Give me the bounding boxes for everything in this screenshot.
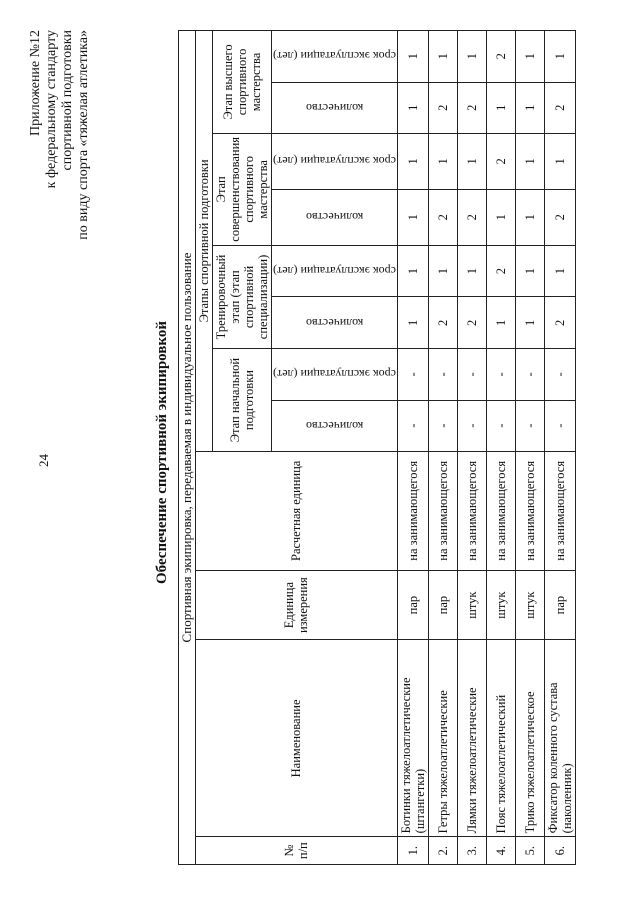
row-no: 2. [428,837,457,865]
row-value: 1 [515,189,544,245]
row-value: 2 [457,82,486,133]
row-value: 1 [397,245,428,297]
header-term-label: срок эксплуатации (лет) [273,367,396,382]
row-unit: штук [515,570,544,640]
header-stage-highest: Этап высшего спортивного мастерства [213,31,272,134]
header-qty-label: количество [305,315,364,330]
table-row [486,31,515,865]
row-value: - [515,400,544,451]
header-no: № п/п [196,837,398,865]
row-unit: штук [457,570,486,640]
header-calc-unit: Расчетная единица [196,451,398,570]
table-row [515,31,544,865]
row-value: - [544,400,575,451]
appendix-line: по виду спорта «тяжелая атлетика» [76,30,91,240]
row-unit: пар [428,570,457,640]
row-value: 1 [515,133,544,189]
row-value: 2 [544,82,575,133]
header-stages: Этапы спортивной подготовки [196,31,213,452]
row-value: 2 [544,297,575,349]
row-value: - [397,349,428,400]
row-value: 1 [544,133,575,189]
row-value: - [515,349,544,400]
row-calc: на занимающегося [428,451,457,570]
row-value: 1 [457,31,486,83]
header-qty [272,189,398,245]
appendix-line: к федеральному стандарту [44,30,59,189]
row-value: 2 [486,133,515,189]
header-qty-label: количество [305,418,364,433]
header-qty [272,82,398,133]
row-value: 1 [397,31,428,83]
row-value: - [457,400,486,451]
row-unit: пар [397,570,428,640]
row-value: 1 [457,245,486,297]
header-unit: Единица измерения [196,570,398,640]
header-term [272,349,398,400]
row-value: 1 [457,133,486,189]
appendix-line: спортивной подготовки [60,30,75,171]
appendix-line: Приложение №12 [28,30,43,136]
document-title: Обеспечение спортивной экипировкой [154,321,170,585]
header-term-label: срок эксплуатации (лет) [273,264,396,279]
row-value: 1 [397,297,428,349]
equipment-table [178,30,576,865]
row-name: Лямки тяжелоатлетические [457,640,486,837]
row-name: Трико тяжелоатлетическое [515,640,544,837]
row-value: 2 [544,189,575,245]
row-name: Гетры тяжелоатлетические [428,640,457,837]
row-calc: на занимающегося [486,451,515,570]
table-main-header: Спортивная экипировка, передаваемая в индивидуальное пользование [179,31,196,865]
row-value: 1 [397,82,428,133]
row-no: 1. [397,837,428,865]
header-qty-label: количество [305,210,364,225]
row-value: - [397,400,428,451]
row-value: - [544,349,575,400]
row-value: 1 [544,245,575,297]
row-value: 2 [428,189,457,245]
row-value: - [428,349,457,400]
header-term-label: срок эксплуатации (лет) [273,49,396,64]
row-value: 1 [486,82,515,133]
header-stage-improvement: Этап совершенствования спортивного мастерства [213,133,272,245]
row-no: 4. [486,837,515,865]
header-stage-training: Тренировочный этап (этап спортивной специализации) [213,245,272,349]
header-qty-label: количество [305,100,364,115]
row-value: 1 [544,31,575,83]
row-no: 5. [515,837,544,865]
header-stage-initial: Этап начальной подготовки [213,349,272,452]
row-value: 2 [457,189,486,245]
row-calc: на занимающегося [397,451,428,570]
row-value: 2 [486,245,515,297]
row-value: 1 [515,82,544,133]
row-value: 2 [457,297,486,349]
row-value: - [457,349,486,400]
row-value: 1 [428,31,457,83]
table-row [457,31,486,865]
row-calc: на занимающегося [457,451,486,570]
row-value: 1 [486,189,515,245]
row-value: - [428,400,457,451]
page-number: 24 [36,454,51,467]
row-value: 2 [486,31,515,83]
row-value: 1 [397,133,428,189]
header-term [272,133,398,189]
header-name: Наименование [196,640,398,837]
row-unit: пар [544,570,575,640]
row-value: 2 [428,82,457,133]
row-name: Ботинки тяжелоатлетические (штангетки) [397,640,428,837]
row-name: Фиксатор коленного сустава (наколенник) [544,640,575,837]
header-qty [272,400,398,451]
appendix-block [28,30,92,240]
row-calc: на занимающегося [515,451,544,570]
row-value: 1 [428,133,457,189]
header-qty [272,297,398,349]
row-value: 1 [397,189,428,245]
table-row [397,31,428,865]
header-term [272,31,398,83]
row-value: 1 [486,297,515,349]
header-term-label: срок эксплуатации (лет) [273,154,396,169]
row-no: 3. [457,837,486,865]
row-calc: на занимающегося [544,451,575,570]
row-value: 1 [428,245,457,297]
header-term [272,245,398,297]
row-value: 1 [515,297,544,349]
row-value: 1 [515,31,544,83]
row-no: 6. [544,837,575,865]
row-name: Пояс тяжелоатлетический [486,640,515,837]
row-unit: штук [486,570,515,640]
row-value: - [486,349,515,400]
table-row [428,31,457,865]
row-value: - [486,400,515,451]
row-value: 2 [428,297,457,349]
table-row [544,31,575,865]
row-value: 1 [515,245,544,297]
